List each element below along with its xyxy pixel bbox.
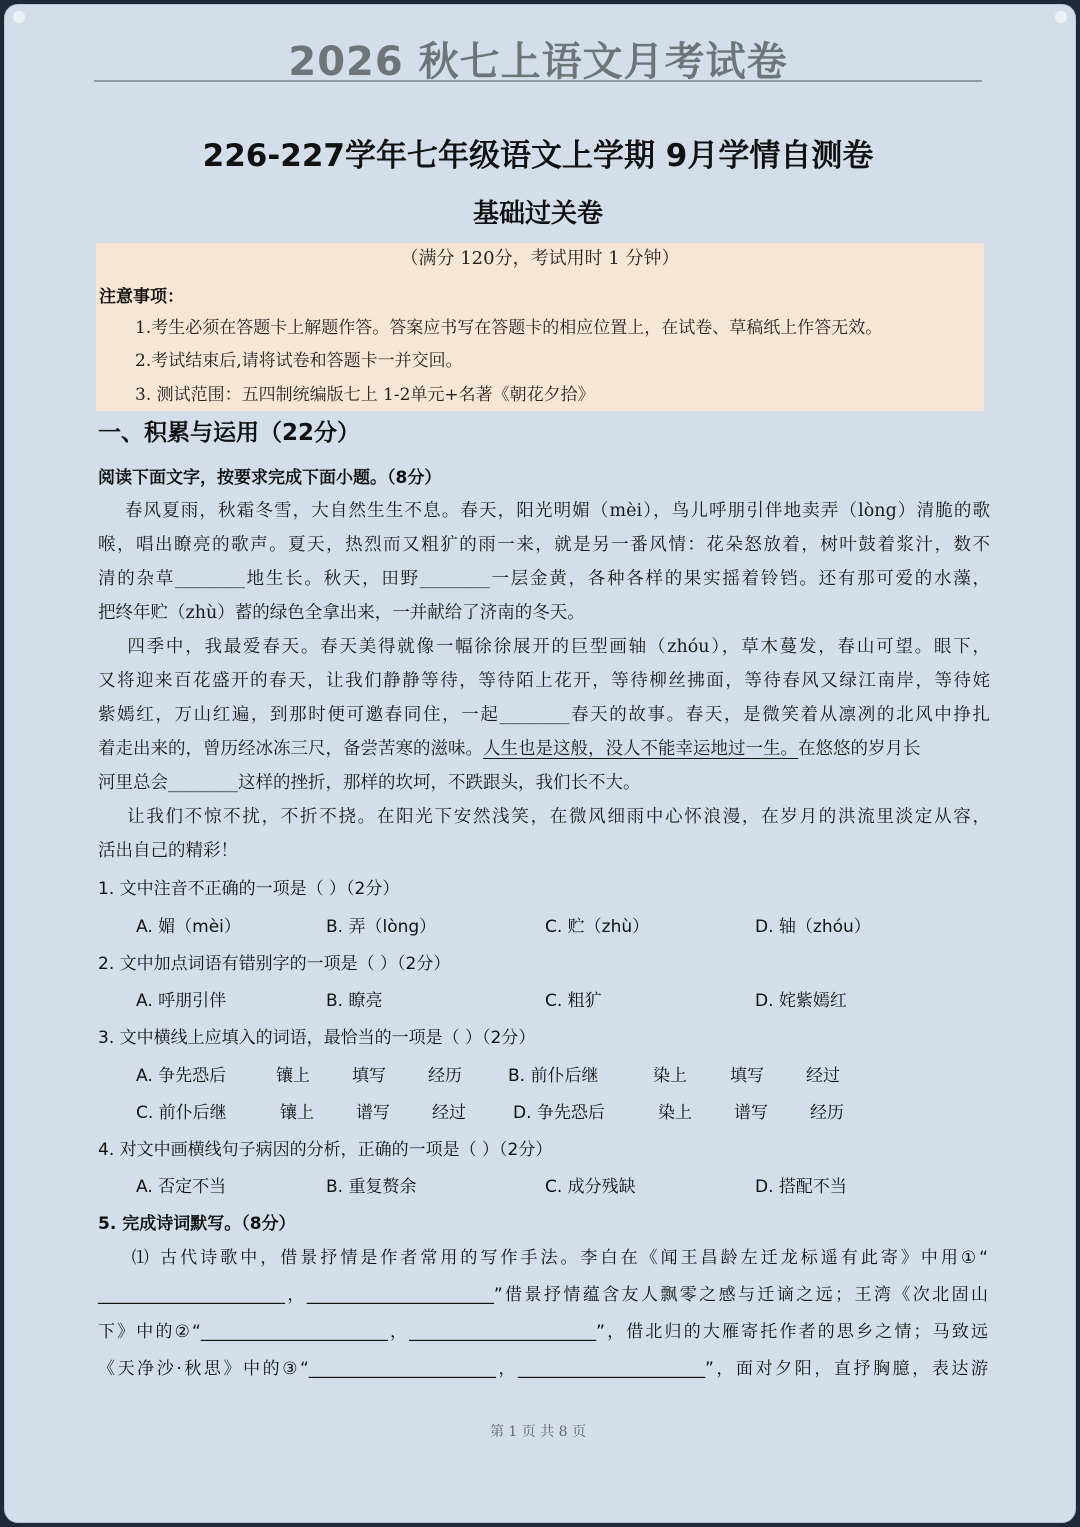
q2-option-b[interactable]: B. 瞭亮 — [326, 991, 383, 1011]
question-2-stem: 2. 文中加点词语有错别字的一项是（ ）（2分） — [98, 954, 451, 974]
q2-option-d[interactable]: D. 姹紫嫣红 — [755, 991, 847, 1011]
header-rule — [94, 80, 982, 82]
underlined-sentence: 人生也是这般，没人不能幸运地过一生。 — [483, 739, 798, 759]
q3-option-b[interactable]: B. 前仆后继 — [508, 1066, 599, 1086]
q3-option-c[interactable]: C. 前仆后继 — [136, 1103, 227, 1123]
question-4-stem: 4. 对文中画横线句子病因的分析，正确的一项是（ ）（2分） — [98, 1140, 553, 1160]
exam-title: 226-227学年七年级语文上学期 9月学情自测卷 — [202, 138, 874, 174]
passage-line: 春风夏雨，秋霜冬雪，大自然生生不息。春天，阳光明媚（mèi），鸟儿呼朋引伴地卖弄（lòng）清脆的歌 — [98, 501, 990, 521]
q4-option-a[interactable]: A. 否定不当 — [136, 1177, 227, 1197]
q3-option-a[interactable]: A. 争先恐后 — [136, 1066, 227, 1086]
poem-line: ⑴ 古代诗歌中，借景抒情是作者常用的写作手法。李白在《闻王昌龄左迁龙标遥有此寄》中用①“ — [98, 1248, 988, 1268]
q4-option-c[interactable]: C. 成分残缺 — [545, 1177, 636, 1197]
poem-fill-section — [98, 1240, 988, 1388]
passage-line — [98, 732, 990, 766]
passage-line: 紫嫣红，万山红遍，到那时便可邀春同住，一起________春天的故事。春天，是微笑着从凛冽的北风中挣扎 — [98, 705, 990, 725]
q3-option-word: 染上 — [658, 1103, 692, 1123]
q1-option-d[interactable]: D. 轴（zhóu） — [755, 917, 871, 937]
q3-option-word: 经过 — [432, 1103, 466, 1123]
reading-passage — [98, 494, 990, 868]
question-3-stem: 3. 文中横线上应填入的词语，最恰当的一项是（ ）（2分） — [98, 1028, 536, 1048]
q4-option-b[interactable]: B. 重复赘余 — [326, 1177, 417, 1197]
q2-option-c[interactable]: C. 粗犷 — [545, 991, 602, 1011]
corner-dot — [1055, 11, 1067, 23]
exam-subtitle: 基础过关卷 — [472, 199, 603, 229]
passage-line: 活出自己的精彩！ — [98, 841, 238, 861]
q3-option-word: 谱写 — [356, 1103, 390, 1123]
passage-line: 喉，唱出瞭亮的歌声。夏天，热烈而又粗犷的雨一来，就是另一番风情：花朵怒放着，树叶鼓着浆汁，数不 — [98, 535, 990, 555]
question-5-title: 5. 完成诗词默写。（8分） — [98, 1214, 296, 1234]
notice-title: 注意事项： — [99, 287, 184, 307]
q3-option-word: 镶上 — [276, 1066, 310, 1086]
q1-option-a[interactable]: A. 媚（mèi） — [136, 917, 241, 937]
passage-line: 把终年贮（zhù）蓄的绿色全拿出来，一并献给了济南的冬天。 — [98, 603, 585, 623]
doc-header: 2026 秋七上语文月考试卷 — [288, 39, 788, 85]
passage-line: 四季中，我最爱春天。春天美得就像一幅徐徐展开的巨型画轴（zhóu），草木蔓发，春山可望。眼下， — [98, 637, 990, 657]
page-footer: 第 1 页 共 8 页 — [489, 1424, 587, 1440]
q3-option-word: 染上 — [653, 1066, 687, 1086]
reading-intro: 阅读下面文字，按要求完成下面小题。（8分） — [98, 468, 442, 488]
q3-option-word: 经过 — [806, 1066, 840, 1086]
poem-line: 下》中的②“______________________，______________________”，借北归的大雁寄托作者的思乡之情；马致远 — [98, 1322, 988, 1342]
passage-line: 让我们不惊不扰，不折不挠。在阳光下安然浅笑，在微风细雨中心怀浪漫，在岁月的洪流里淡定从容， — [98, 807, 990, 827]
q3-option-word: 填写 — [352, 1066, 386, 1086]
passage-line: 又将迎来百花盛开的春天，让我们静静等待，等待陌上花开，等待柳丝拂面，等待春风又绿江南岸，等待姹 — [98, 671, 990, 691]
corner-dot — [13, 11, 25, 23]
q3-option-d[interactable]: D. 争先恐后 — [513, 1103, 605, 1123]
poem-line: ______________________，______________________”借景抒情蕴含友人飘零之感与迁谪之远；王湾《次北固山 — [98, 1285, 988, 1305]
notice-item: 3. 测试范围：五四制统编版七上 1-2单元+名著《朝花夕拾》 — [135, 385, 595, 405]
question-1-stem: 1. 文中注音不正确的一项是（ ）（2分） — [98, 879, 400, 899]
notice-item: 2.考试结束后,请将试卷和答题卡一并交回。 — [135, 351, 463, 371]
q1-option-c[interactable]: C. 贮（zhù） — [545, 917, 650, 937]
passage-line: 清的杂草________地生长。秋天，田野________一层金黄，各种各样的果实摇着铃铛。还有那可爱的水藻， — [98, 569, 990, 589]
q4-option-d[interactable]: D. 搭配不当 — [755, 1177, 847, 1197]
passage-fragment: 着走出来的，曾历经冰冻三尺，备尝苦寒的滋味。 — [98, 739, 483, 759]
q2-option-a[interactable]: A. 呼朋引伴 — [136, 991, 227, 1011]
q3-option-word: 填写 — [730, 1066, 764, 1086]
poem-line: 《天净沙·秋思》中的③“______________________，______________________”，面对夕阳，直抒胸臆，表达游 — [98, 1359, 988, 1379]
q3-option-word: 谱写 — [734, 1103, 768, 1123]
q1-option-b[interactable]: B. 弄（lòng） — [326, 917, 437, 937]
score-line: （满分 120分，考试用时 1 分钟） — [400, 248, 680, 269]
notice-item: 1.考生必须在答题卡上解题作答。答案应书写在答题卡的相应位置上，在试卷、草稿纸上作答无效。 — [135, 318, 883, 338]
q3-option-word: 经历 — [810, 1103, 844, 1123]
q3-option-word: 经历 — [428, 1066, 462, 1086]
q3-option-word: 镶上 — [280, 1103, 314, 1123]
passage-fragment: 在悠悠的岁月长 — [798, 739, 921, 759]
section-title: 一、积累与运用（22分） — [98, 420, 361, 446]
passage-line: 河里总会________这样的挫折，那样的坎坷，不跌跟头，我们长不大。 — [98, 773, 641, 793]
